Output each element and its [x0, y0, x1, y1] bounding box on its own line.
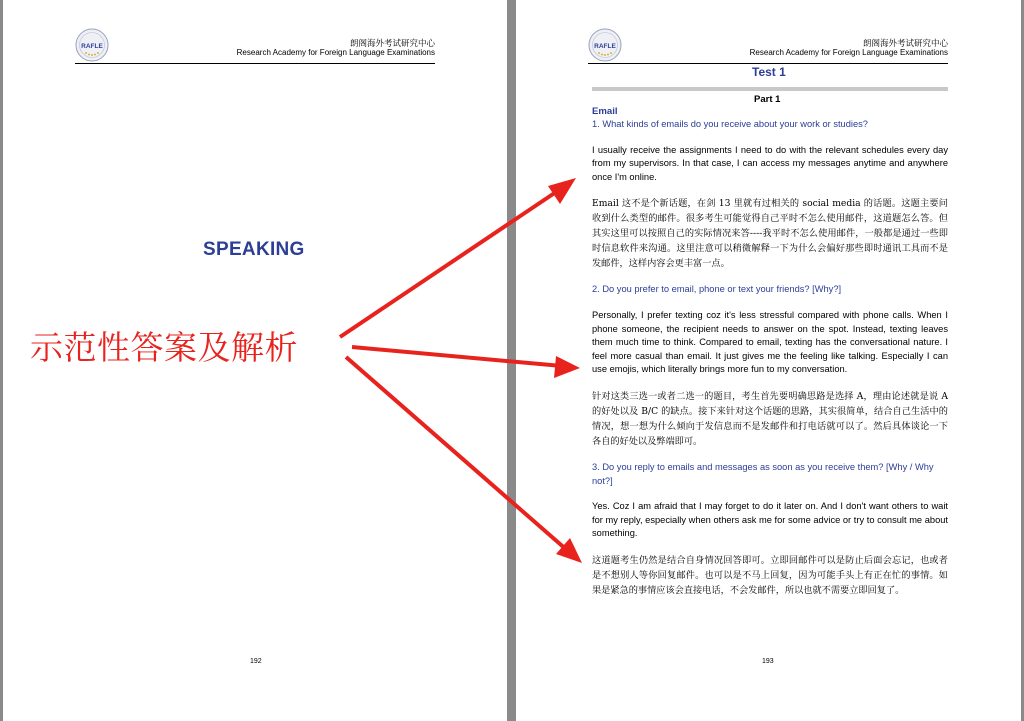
title-divider [592, 87, 948, 91]
analysis-3: 这道题考生仍然是结合自身情况回答即可。立即回邮件可以是防止后面会忘记，也或者是不想别人等你回复邮件。也可以是不马上回复，因为可能手头上有正在忙的事情。如果是紧急的事情应该会直接电话，不会发邮件，所以也就不需要立即回复了。 [592, 554, 948, 596]
question-2: 2. Do you prefer to email, phone or text your friends? [Why?] [592, 284, 842, 295]
right-page [516, 0, 1021, 721]
header-cn-name: 朗阁海外考试研究中心 [349, 39, 435, 49]
question-3: 3. Do you reply to emails and messages as soon as you receive them? [Why / Why not?] [592, 461, 934, 486]
annotation-label: 示范性答案及解析 [30, 328, 298, 367]
rafle-logo [588, 28, 622, 62]
section-title: SPEAKING [203, 239, 305, 260]
page-header [588, 28, 948, 66]
header-rule [75, 63, 435, 64]
answer-2: Personally, I prefer texting coz it's less stressful compared with phone calls. When I phone someone, the recipient needs to answer on the spot. Instead, texting leaves them much time to think. Compared to email, texting has the conversational nature. I feel more casual than email. It just gives me the feeling like talking. Especially I can use emojis, which literally brings more fun to my conversation. [592, 309, 948, 375]
header-rule [588, 63, 948, 64]
header-en-name: Research Academy for Foreign Language Examinations [749, 48, 948, 57]
answer-1: I usually receive the assignments I need to do with the relevant schedules every day from my supervisors. In that case, I can access my messages anytime and anywhere once I'm online. [592, 144, 948, 182]
topic-heading: Email [592, 106, 618, 117]
analysis-2: 针对这类三选一或者二选一的题目，考生首先要明确思路是选择 A，理由论述就是说 A 的好处以及 B/C 的缺点。接下来针对这个话题的思路，其实很简单，结合自己生活中的情况，想一想为什么倾向于发信息而不是发邮件和打电话就可以了。然后具体谈论一下各自的好处以及弊端即可。 [592, 390, 948, 447]
page-header [75, 28, 435, 66]
svg-text:RAFLE: RAFLE [594, 43, 616, 50]
svg-text:RAFLE: RAFLE [81, 43, 103, 50]
analysis-1: Email 这不是个新话题，在剑 13 里就有过相关的 social media 的话题。这题主要问收到什么类型的邮件。很多考生可能觉得自己平时不怎么使用邮件，这道题怎么答。但其实这里可以按照自己的实际情况来答----我平时不怎么使用邮件，一般都是通过一些即时信息软件来沟通。这里注意可以稍微解释一下为什么会偏好那些即时通讯工具而不是发邮件，这样内容会更丰富一点。 [592, 198, 948, 270]
header-cn-name: 朗阁海外考试研究中心 [862, 39, 948, 49]
question-1: 1. What kinds of emails do you receive about your work or studies? [592, 119, 868, 129]
rafle-logo [75, 28, 109, 62]
page-content [592, 105, 948, 610]
header-en-name: Research Academy for Foreign Language Examinations [236, 48, 435, 57]
test-title: Test 1 [752, 65, 786, 79]
page-number: 192 [250, 658, 262, 665]
part-title: Part 1 [754, 94, 781, 105]
answer-3: Yes. Coz I am afraid that I may forget to do it later on. And I don't want others to wait for my reply, especially when others ask me for some advice or try to consult me about something. [592, 501, 948, 539]
page-number: 193 [762, 658, 774, 665]
